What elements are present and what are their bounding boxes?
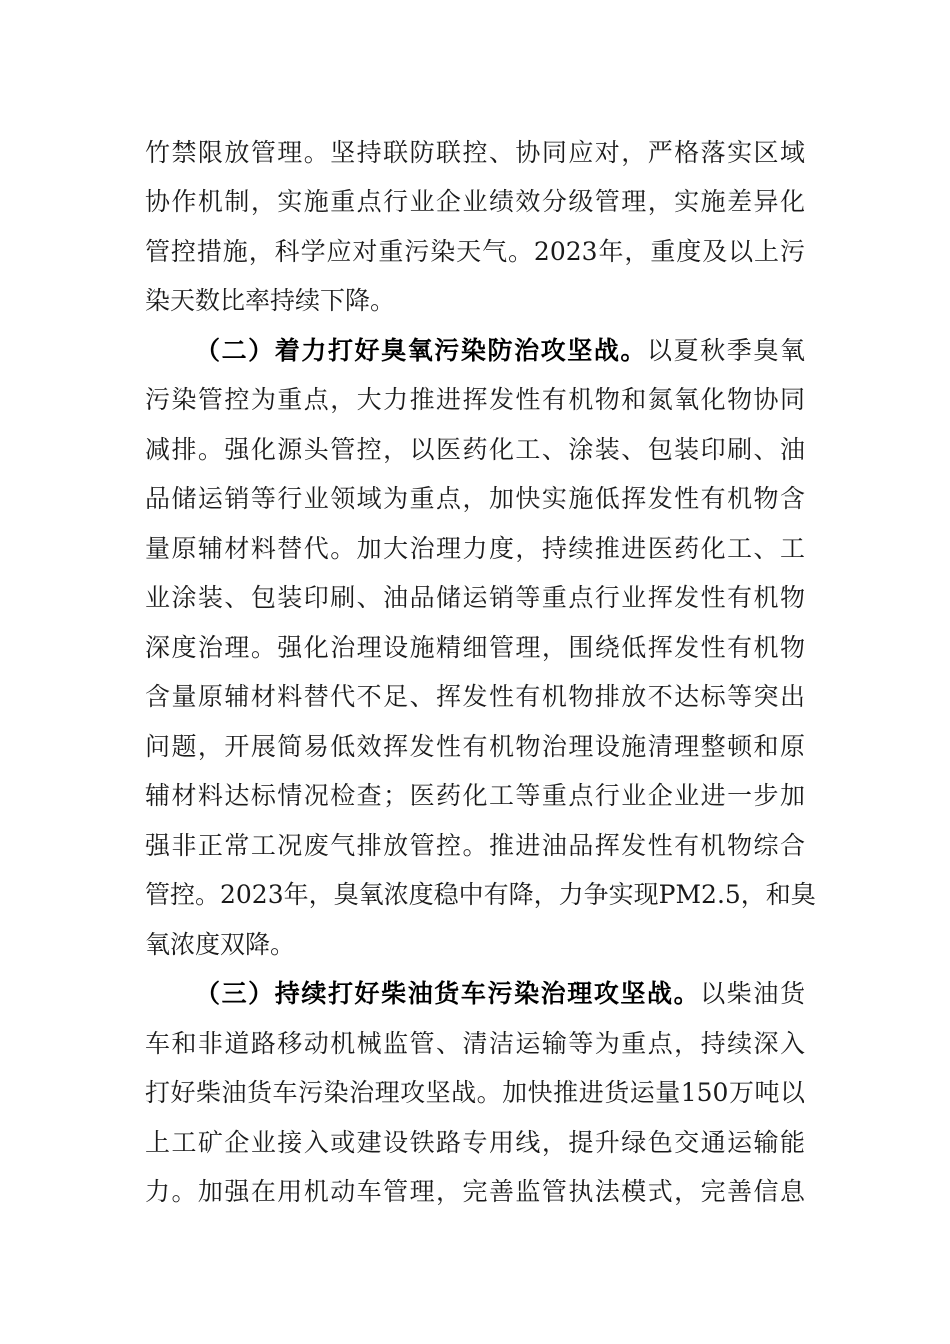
- text-line: 辅材料达标情况检查；医药化工等重点行业企业进一步加: [145, 781, 805, 810]
- section-3-lead-text: 以柴油货: [700, 979, 805, 1008]
- section-2-first-line: [195, 331, 805, 371]
- text-line: 污染管控为重点，大力推进挥发性有机物和氮氧化物协同: [145, 385, 805, 414]
- text-line: 减排。强化源头管控，以医药化工、涂装、包装印刷、油: [145, 435, 805, 464]
- text-line: 业涂装、包装印刷、油品储运销等重点行业挥发性有机物: [145, 583, 805, 612]
- section-3-first-line: [195, 974, 805, 1014]
- section-2-heading: （二）着力打好臭氧污染防治攻坚战。: [195, 336, 648, 365]
- text-line: 打好柴油货车污染治理攻坚战。加快推进货运量150万吨以: [145, 1078, 805, 1107]
- text-line: 管控措施，科学应对重污染天气。2023年，重度及以上污: [145, 237, 805, 266]
- text-line: 协作机制，实施重点行业企业绩效分级管理，实施差异化: [145, 187, 805, 216]
- text-line: 车和非道路移动机械监管、清洁运输等为重点，持续深入: [145, 1029, 805, 1058]
- text-line: 力。加强在用机动车管理，完善监管执法模式，完善信息: [145, 1177, 805, 1206]
- section-2-lead-text: 以夏秋季臭氧: [647, 336, 805, 365]
- text-line: 量原辅材料替代。加大治理力度，持续推进医药化工、工: [145, 534, 805, 563]
- text-line: 强非正常工况废气排放管控。推进油品挥发性有机物综合: [145, 831, 805, 860]
- text-line: 问题，开展简易低效挥发性有机物治理设施清理整顿和原: [145, 732, 805, 761]
- text-line: 深度治理。强化治理设施精细管理，围绕低挥发性有机物: [145, 633, 805, 662]
- text-line: 管控。2023年，臭氧浓度稳中有降，力争实现PM2.5，和臭: [145, 880, 816, 909]
- text-line: 竹禁限放管理。坚持联防联控、协同应对，严格落实区域: [145, 138, 805, 167]
- text-line: 上工矿企业接入或建设铁路专用线，提升绿色交通运输能: [145, 1128, 805, 1157]
- text-line: 含量原辅材料替代不足、挥发性有机物排放不达标等突出: [145, 682, 805, 711]
- text-line: 染天数比率持续下降。: [145, 286, 396, 315]
- section-3-heading: （三）持续打好柴油货车污染治理攻坚战。: [195, 979, 701, 1008]
- text-line: 品储运销等行业领域为重点，加快实施低挥发性有机物含: [145, 484, 805, 513]
- text-line: 氧浓度双降。: [145, 930, 296, 959]
